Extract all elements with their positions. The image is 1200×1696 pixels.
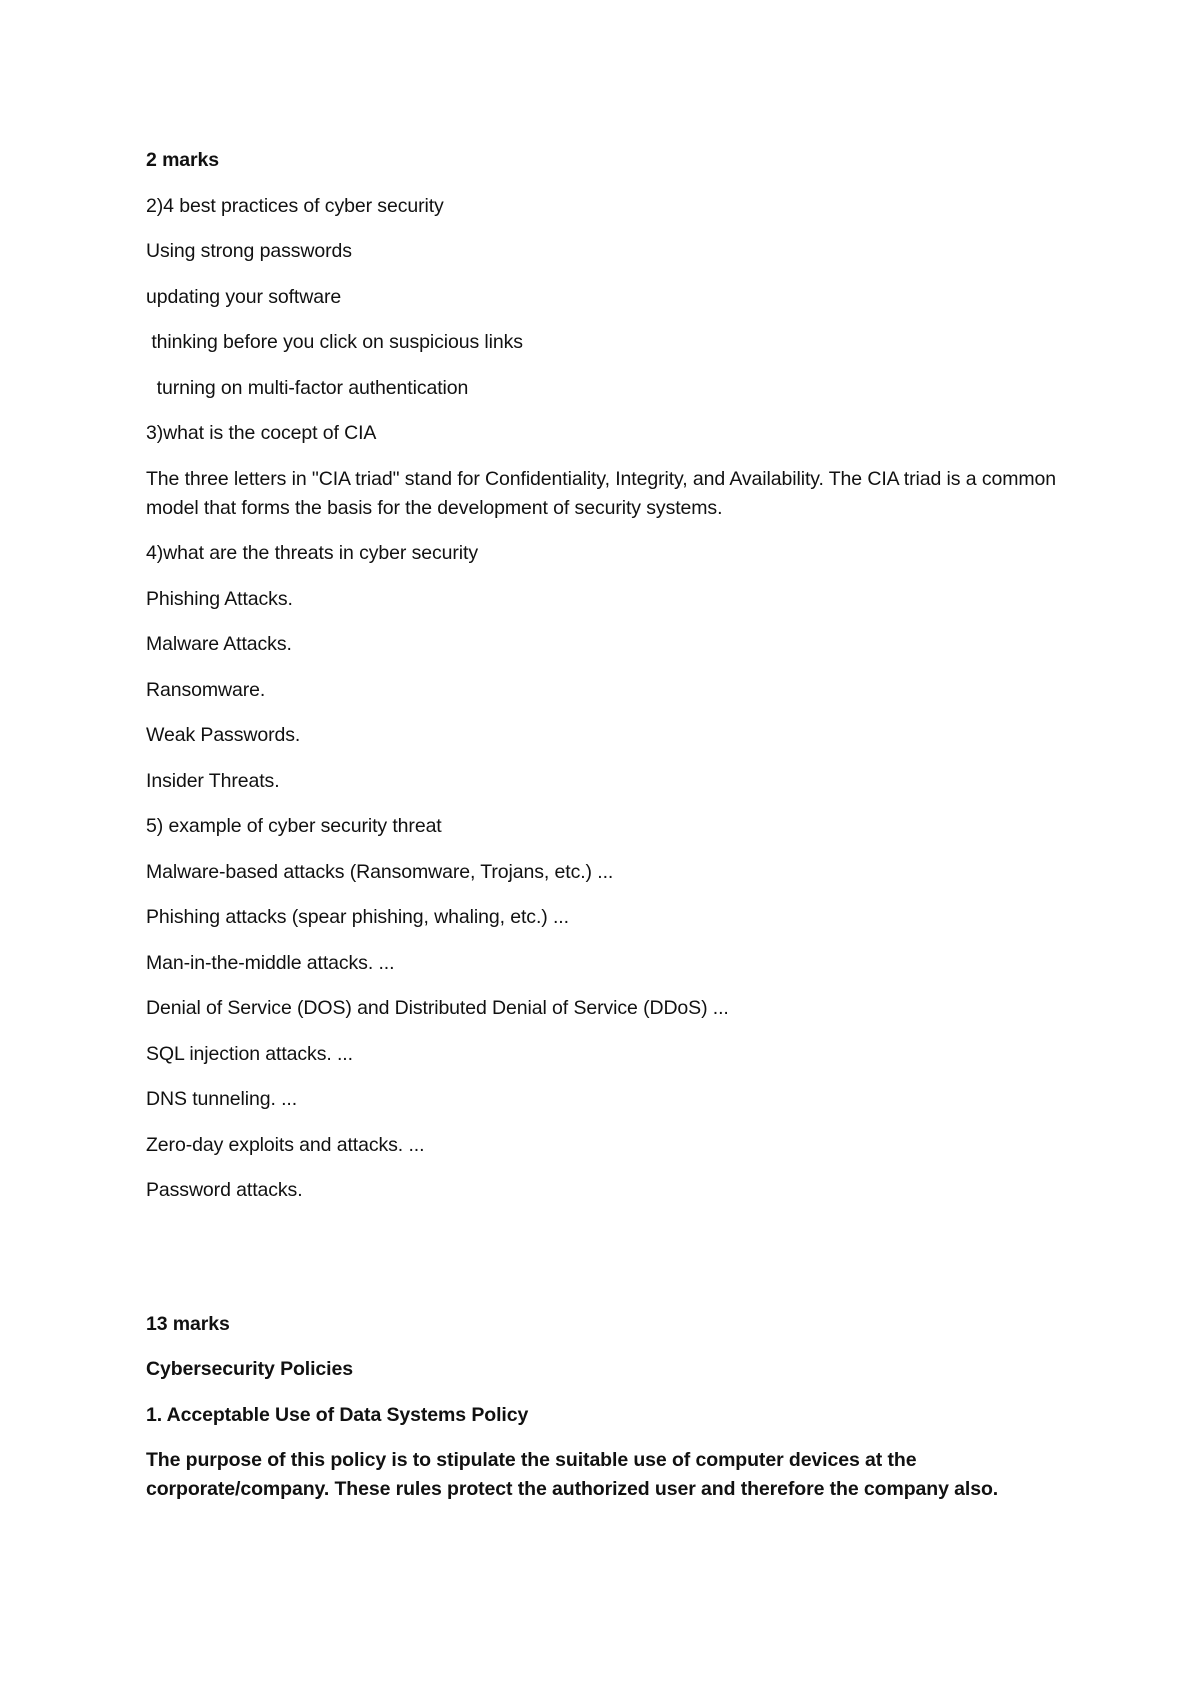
policy-1-title: 1. Acceptable Use of Data Systems Policy [146, 1403, 529, 1426]
list-item: Denial of Service (DOS) and Distributed Denial of Service (DDoS) ... [146, 997, 729, 1019]
section-heading-2-marks: 2 marks [146, 149, 220, 171]
list-item: Zero-day exploits and attacks. ... [146, 1133, 425, 1156]
list-item: Password attacks. [146, 1179, 303, 1201]
list-item: Ransomware. [146, 678, 266, 701]
subheading-cybersecurity-policies: Cybersecurity Policies [146, 1358, 353, 1380]
list-item: updating your software [146, 285, 342, 308]
question-4-title: 4)what are the threats in cyber security [146, 542, 478, 564]
policy-1-body: The purpose of this policy is to stipulate the suitable use of computer devices at the corporate/company. These rules protect the authorized user and therefore the company also. [146, 1449, 999, 1500]
list-item: Malware Attacks. [146, 633, 292, 655]
question-3-title: 3)what is the cocept of CIA [146, 422, 377, 444]
list-item: Malware-based attacks (Ransomware, Trojans, etc.) ... [146, 860, 614, 883]
list-item: turning on multi-factor authentication [146, 376, 469, 399]
list-item: Phishing attacks (spear phishing, whaling, etc.) ... [146, 906, 569, 928]
section-spacer [146, 1222, 1066, 1310]
list-item: Man-in-the-middle attacks. ... [146, 951, 395, 974]
question-5-title: 5) example of cyber security threat [146, 815, 442, 837]
list-item: Using strong passwords [146, 240, 352, 262]
question-2-title: 2)4 best practices of cyber security [146, 194, 444, 217]
list-item: Weak Passwords. [146, 724, 301, 746]
list-item: SQL injection attacks. ... [146, 1042, 353, 1065]
list-item: thinking before you click on suspicious links [146, 331, 523, 353]
list-item: Phishing Attacks. [146, 587, 293, 610]
list-item: Insider Threats. [146, 769, 280, 792]
question-3-answer: The three letters in "CIA triad" stand for Confidentiality, Integrity, and Availability. The CIA triad is a common model that forms the basis for the development of security systems. [146, 467, 1062, 519]
list-item: DNS tunneling. ... [146, 1088, 298, 1110]
section-heading-13-marks: 13 marks [146, 1312, 230, 1335]
document-body [146, 146, 1066, 1521]
